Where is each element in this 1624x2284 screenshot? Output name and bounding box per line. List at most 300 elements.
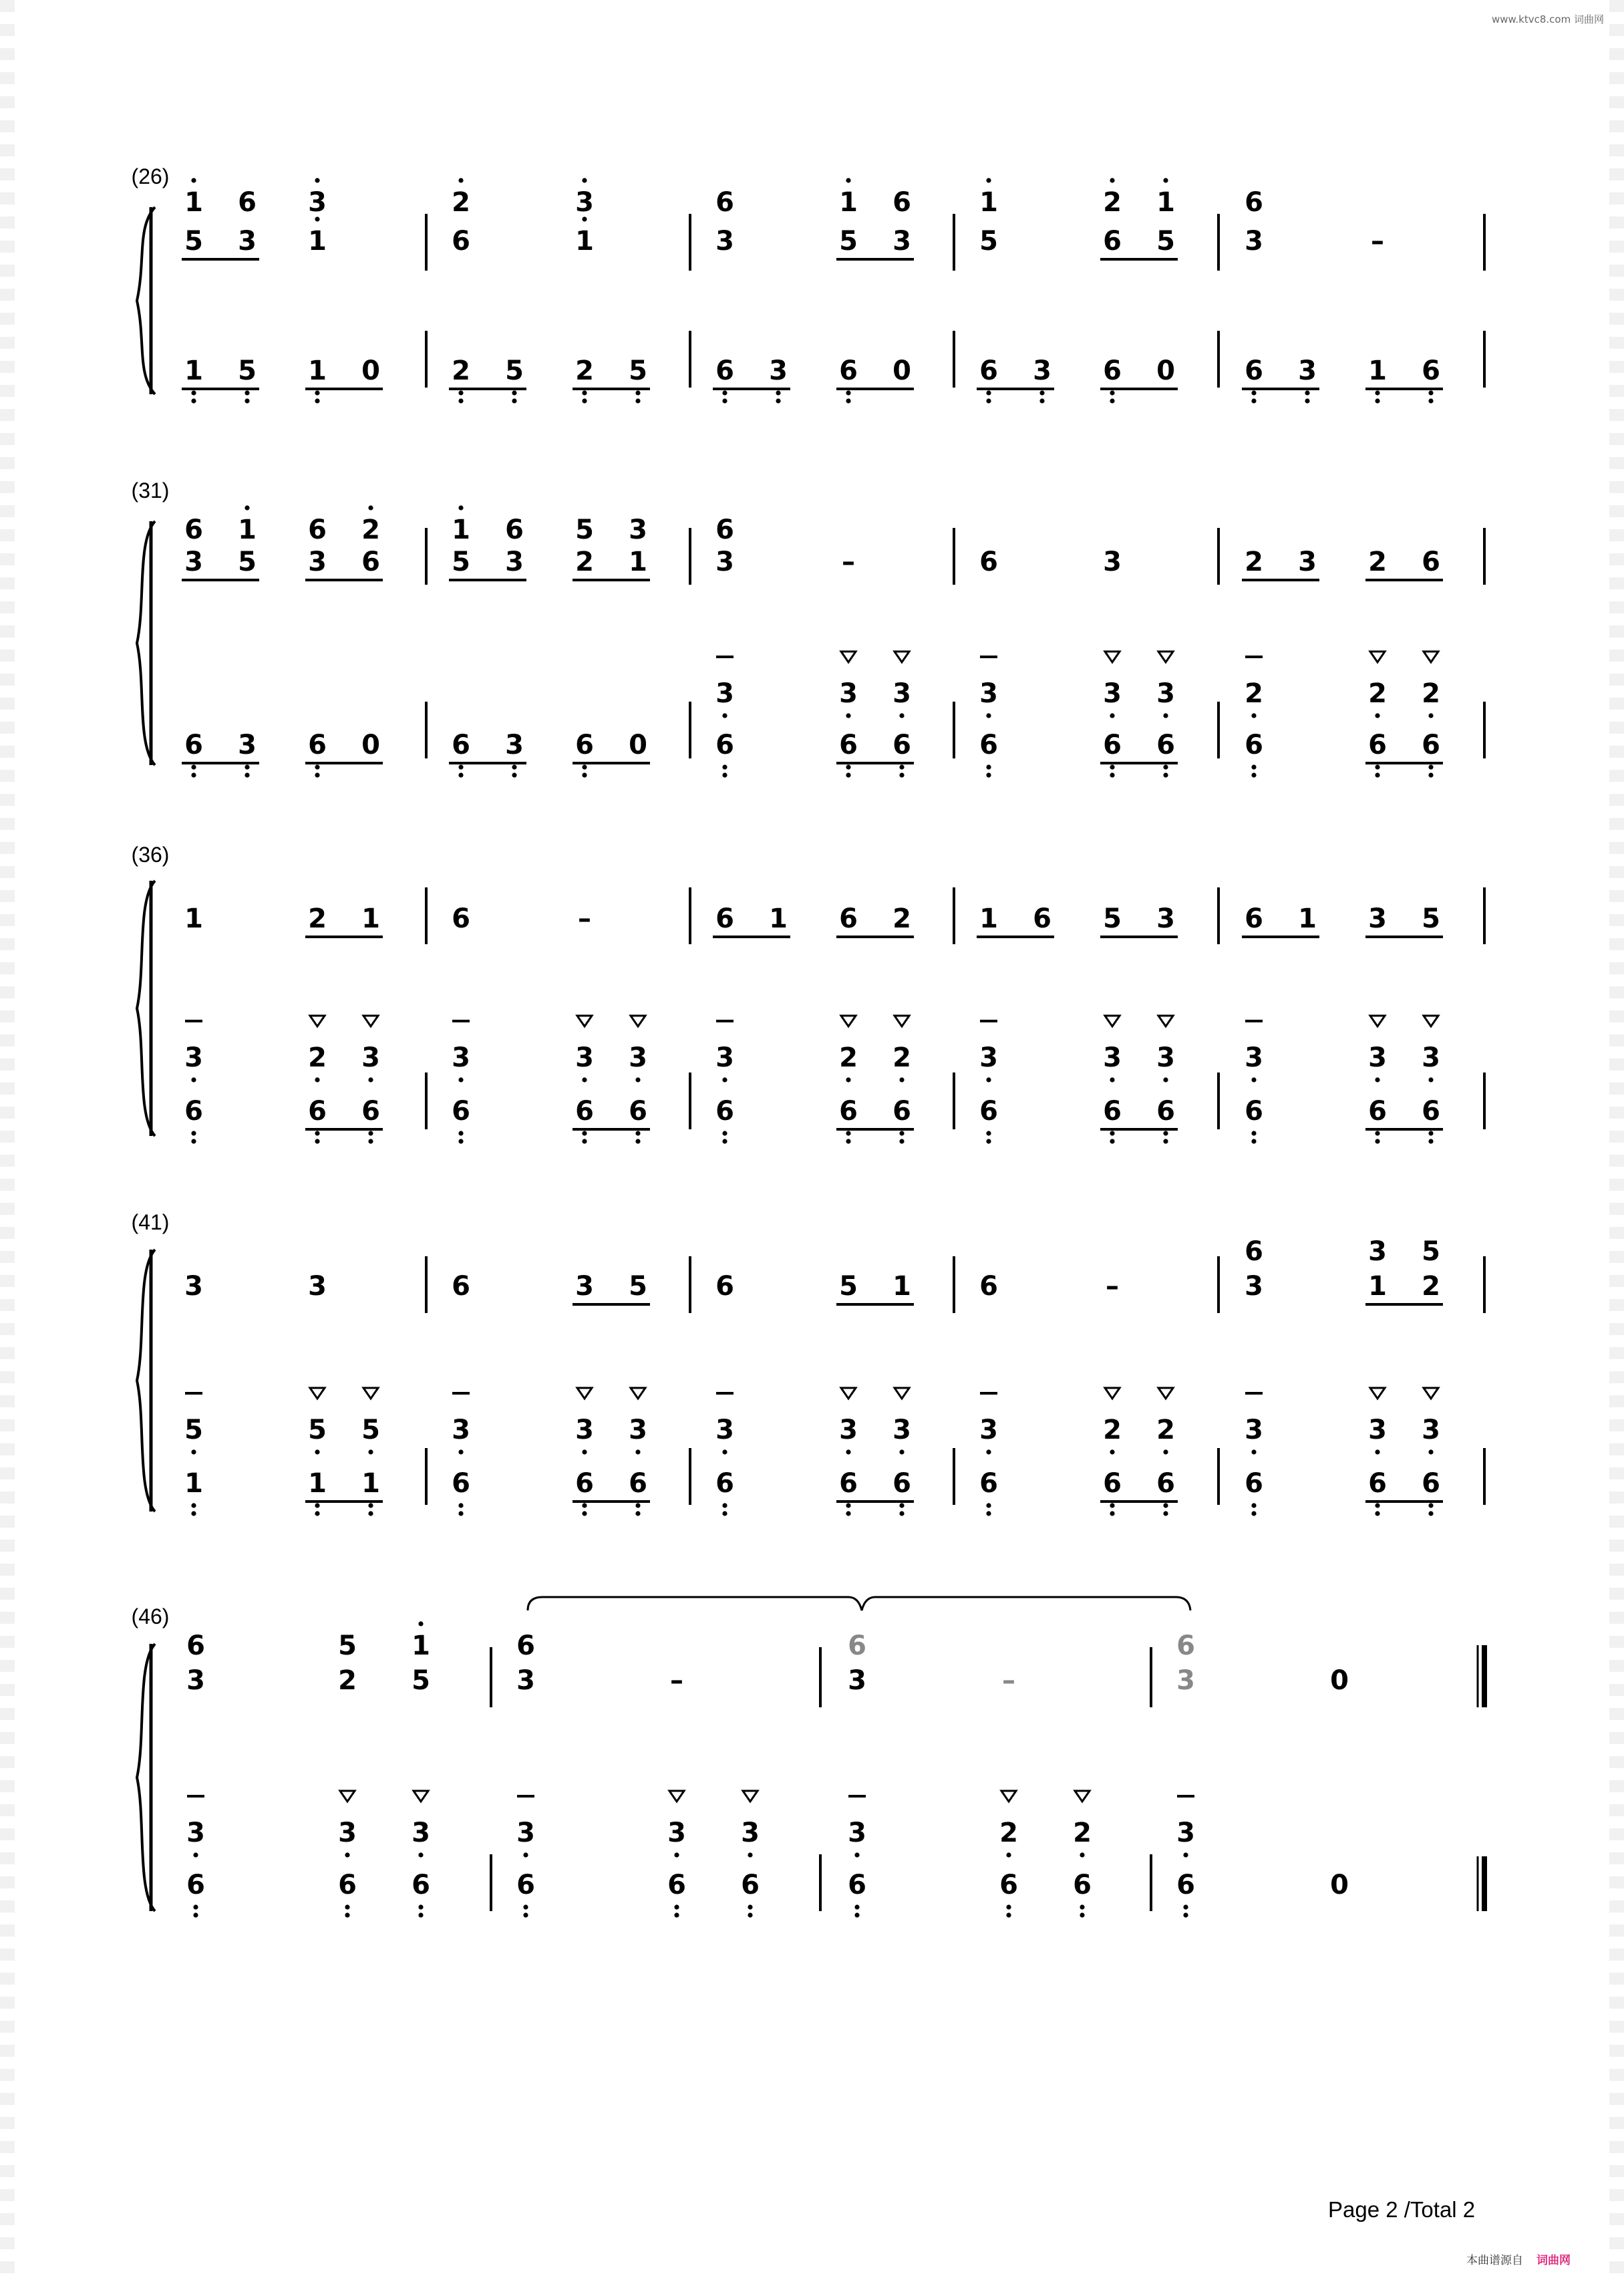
bass-note: 6 [186,1870,205,1900]
low-octave-dot [245,390,249,395]
bass-note: 6 [452,1468,470,1499]
low-octave-dot [986,1503,991,1508]
footer-logo [1466,2251,1571,2267]
treble-note-top: 5 [338,1630,357,1661]
bass-note: 5 [505,355,524,386]
low-octave-dot [315,398,319,403]
bass-note: 6 [892,1468,911,1499]
low-octave-dot [899,1511,904,1516]
bass-note-upper: 3 [979,678,998,709]
bass-note-upper: 3 [839,1415,858,1445]
bass-note: 3 [505,730,524,760]
bass-note: 6 [1103,1096,1122,1127]
bass-note: 6 [979,1096,998,1127]
treble-note-top: 2 [361,515,380,545]
low-octave-dot [722,1511,727,1516]
bass-note-upper: 3 [839,678,858,709]
low-octave-dot [193,1912,198,1917]
low-octave-dot [1428,772,1433,777]
treble-note: 2 [1422,1271,1440,1302]
low-octave-dot [512,764,516,769]
low-octave-dot [674,1904,679,1909]
staccato-triangle [1001,1791,1016,1802]
low-octave-dot [722,764,727,769]
low-octave-dot [512,390,516,395]
low-octave-dot [191,1503,196,1508]
low-octave-dot [776,398,780,403]
treble-note: 6 [715,1271,734,1302]
treble-note: 3 [1245,1271,1263,1302]
treble-note: 5 [1103,903,1122,934]
bass-note: 6 [575,1468,594,1499]
low-octave-dot [1251,764,1256,769]
low-octave-dot [191,1511,196,1516]
bass-note: 6 [1245,355,1263,386]
staccato-triangle [1105,652,1120,662]
low-octave-dot [986,1139,991,1143]
low-octave-dot [245,772,249,777]
bass-note: 6 [1156,1096,1175,1127]
treble-note-top: 1 [184,187,203,218]
treble-note: – [1371,226,1384,257]
low-octave-dot [512,398,516,403]
low-octave-dot [315,1503,319,1508]
treble-note-top: 3 [575,187,594,218]
measure-number: (41) [131,1210,170,1234]
treble-note: 6 [1245,903,1263,934]
staccato-triangle [895,652,909,662]
low-octave-dot [458,390,463,395]
low-octave-dot [722,1077,727,1082]
bass-note-upper: 3 [1245,1042,1263,1073]
treble-note: – [1106,1271,1119,1302]
treble-note: – [670,1665,683,1696]
low-octave-dot [458,1077,463,1082]
low-octave-dot [1110,1503,1114,1508]
page-number: Page 2 /Total 2 [1328,2197,1476,2222]
treble-note: 1 [184,903,203,934]
staccato-triangle [340,1791,355,1802]
bass-note-upper: 3 [1368,1042,1387,1073]
low-octave-dot [986,1131,991,1135]
low-octave-dot [846,1077,850,1082]
bass-note: 6 [1156,730,1175,760]
bass-note: 6 [1422,730,1440,760]
low-octave-dot [315,1449,319,1454]
bass-note-upper: 3 [741,1818,760,1848]
low-octave-dot [846,1503,850,1508]
bass-note: 6 [892,730,911,760]
bass-note-upper: 3 [338,1818,357,1848]
bass-note: 6 [516,1870,535,1900]
treble-note: 3 [238,226,257,257]
low-octave-dot [846,772,850,777]
bass-note: 0 [1156,355,1175,386]
bass-note: 6 [575,1096,594,1127]
low-octave-dot [899,1077,904,1082]
treble-note: – [578,903,591,934]
bass-note-upper: 5 [361,1415,380,1445]
treble-note-top: 6 [1245,187,1263,218]
low-octave-dot [582,1131,587,1135]
bass-note-upper: 3 [715,1042,734,1073]
low-octave-dot [1110,713,1114,718]
bass-note: 0 [629,730,647,760]
measure-number: (36) [131,843,170,867]
staccato-triangle [1075,1791,1090,1802]
treble-note: 6 [1033,903,1051,934]
treble-note: 2 [308,903,327,934]
low-octave-dot [1163,772,1168,777]
bass-note-upper: 3 [1422,1415,1440,1445]
treble-note: 3 [892,226,911,257]
bass-note-upper: 2 [308,1042,327,1073]
low-octave-dot [1428,1503,1433,1508]
low-octave-dot [748,1912,752,1917]
bass-note-upper: 2 [892,1042,911,1073]
bass-note: 6 [1245,1468,1263,1499]
treble-note: 3 [1176,1665,1195,1696]
treble-note: 3 [505,547,524,577]
bass-note: 6 [1176,1870,1195,1900]
bass-note: 6 [979,355,998,386]
treble-note-top: 3 [1368,1236,1387,1267]
treble-note: 1 [308,226,327,257]
bass-note: 6 [892,1096,911,1127]
bass-note-upper: 3 [667,1818,686,1848]
low-octave-dot [674,1852,679,1857]
staccato-triangle [631,1016,645,1026]
low-octave-dot [1375,1511,1379,1516]
low-octave-dot [986,390,991,395]
low-octave-dot [1183,1852,1188,1857]
low-octave-dot [458,1139,463,1143]
bass-note-upper: 3 [715,678,734,709]
low-octave-dot [1251,1503,1256,1508]
low-octave-dot [1428,398,1433,403]
bass-note-upper: 3 [1245,1415,1263,1445]
low-octave-dot [1110,1077,1114,1082]
staccato-triangle [310,1388,325,1399]
bass-note: 0 [892,355,911,386]
low-octave-dot [1375,390,1379,395]
treble-note: 1 [575,226,594,257]
low-octave-dot [1251,1511,1256,1516]
low-octave-dot [523,1904,528,1909]
bass-note: 6 [452,1096,470,1127]
low-octave-dot [846,398,850,403]
treble-note: 3 [184,547,203,577]
low-octave-dot [1251,713,1256,718]
low-octave-dot [1110,1449,1114,1454]
low-octave-dot [191,772,196,777]
low-octave-dot [191,398,196,403]
low-octave-dot [1428,713,1433,718]
low-octave-dot [635,1511,640,1516]
low-octave-dot [899,1131,904,1135]
bass-note-upper: 2 [1245,678,1263,709]
treble-note-top: 6 [186,1630,205,1661]
low-octave-dot [582,1077,587,1082]
low-octave-dot [582,1511,587,1516]
treble-note: 3 [1156,903,1175,934]
bass-note: 1 [184,355,203,386]
low-octave-dot [1163,1131,1168,1135]
bass-note-upper: 2 [1103,1415,1122,1445]
low-octave-dot [986,1077,991,1082]
low-octave-dot [193,1852,198,1857]
treble-note: 3 [848,1665,866,1696]
treble-note: 6 [361,547,380,577]
low-octave-dot [748,1904,752,1909]
low-octave-dot [635,390,640,395]
low-octave-dot [458,1449,463,1454]
low-octave-dot [1375,1139,1379,1143]
treble-note-top: 6 [715,187,734,218]
bass-note: 6 [979,730,998,760]
bass-note: 6 [839,355,858,386]
bass-note-upper: 3 [1176,1818,1195,1848]
low-octave-dot [191,1449,196,1454]
site-header: www.ktvc8.com 词曲网 [1491,13,1604,25]
bass-note: 1 [184,1468,203,1499]
bass-note: 6 [184,730,203,760]
bass-note-upper: 3 [629,1415,647,1445]
bass-note-upper: 5 [308,1415,327,1445]
low-octave-dot [899,1503,904,1508]
low-octave-dot [345,1912,349,1917]
treble-note: 5 [839,226,858,257]
ending-slur [528,1597,1190,1610]
bass-note: 6 [1422,355,1440,386]
low-octave-dot [582,772,587,777]
bass-note: 6 [1245,1096,1263,1127]
low-octave-dot [635,1077,640,1082]
low-octave-dot [512,772,516,777]
low-octave-dot [1428,1131,1433,1135]
bass-note: 6 [839,730,858,760]
bass-note: 6 [979,1468,998,1499]
low-octave-dot [722,1449,727,1454]
treble-note: 2 [338,1665,357,1696]
bass-note-upper: 3 [1368,1415,1387,1445]
bass-note-upper: 3 [979,1042,998,1073]
treble-note: 6 [452,903,470,934]
high-octave-dot [1163,178,1168,182]
high-octave-dot [846,178,850,182]
staccato-triangle [1105,1388,1120,1399]
low-octave-dot [1039,398,1044,403]
bass-note: 6 [839,1468,858,1499]
treble-note: 6 [452,226,470,257]
low-octave-dot [846,713,850,718]
low-octave-dot [899,764,904,769]
bass-note: 0 [361,730,380,760]
low-octave-dot [1251,1139,1256,1143]
bass-note: 6 [715,1468,734,1499]
low-octave-dot [846,1511,850,1516]
low-octave-dot [315,1131,319,1135]
treble-note-top: 1 [1156,187,1175,218]
bass-note: 6 [629,1468,647,1499]
treble-note-top: 6 [238,187,257,218]
bass-note: 3 [238,730,257,760]
staccato-triangle [363,1388,378,1399]
staccato-triangle [1424,652,1438,662]
high-octave-dot [582,178,587,182]
low-octave-dot [458,398,463,403]
low-octave-dot [1006,1912,1011,1917]
low-octave-dot [418,1904,423,1909]
treble-note: 3 [1368,903,1387,934]
low-octave-dot [523,1852,528,1857]
bass-note-upper: 3 [715,1415,734,1445]
treble-note: 5 [452,547,470,577]
bass-note-upper: 3 [575,1042,594,1073]
low-octave-dot [458,764,463,769]
staccato-triangle [1158,652,1173,662]
bass-note-upper: 3 [186,1818,205,1848]
bass-note-upper: 3 [575,1415,594,1445]
bass-note-upper: 3 [452,1042,470,1073]
high-octave-dot [245,505,249,510]
low-octave-dot [1428,1511,1433,1516]
high-octave-dot [458,505,463,510]
low-octave-dot [1428,764,1433,769]
staccato-triangle [577,1388,592,1399]
low-octave-dot [191,1139,196,1143]
bass-note-upper: 3 [1156,1042,1175,1073]
low-octave-dot [1110,1131,1114,1135]
low-octave-dot [1428,1139,1433,1143]
treble-note: 2 [575,547,594,577]
bass-note: 2 [575,355,594,386]
low-octave-dot [582,1503,587,1508]
bass-note: 6 [338,1870,357,1900]
bass-note-upper: 3 [629,1042,647,1073]
low-octave-dot [1428,1077,1433,1082]
treble-note-top: 6 [848,1630,866,1661]
bass-note-upper: 3 [1103,1042,1122,1073]
high-octave-dot [986,178,991,182]
bass-note: 6 [1422,1468,1440,1499]
low-octave-dot [854,1852,859,1857]
low-octave-dot [345,1904,349,1909]
low-octave-dot [1375,713,1379,718]
low-octave-dot [458,1131,463,1135]
treble-note: 6 [979,547,998,577]
low-octave-dot [1163,1139,1168,1143]
low-octave-dot [1183,1904,1188,1909]
staccato-triangle [363,1016,378,1026]
bass-note-upper: 3 [1422,1042,1440,1073]
low-octave-dot [986,772,991,777]
treble-note-top: 3 [629,515,647,545]
bass-note: 5 [629,355,647,386]
low-octave-dot [191,1131,196,1135]
bass-note: 1 [308,355,327,386]
low-octave-dot [846,1131,850,1135]
low-octave-dot [846,764,850,769]
treble-note: 3 [308,547,327,577]
staccato-triangle [895,1016,909,1026]
treble-note-top: 6 [308,515,327,545]
bass-note-upper: 3 [452,1415,470,1445]
bass-note-upper: 2 [1156,1415,1175,1445]
low-octave-dot [635,398,640,403]
low-octave-dot [1110,390,1114,395]
bass-note: 1 [361,1468,380,1499]
treble-note: 3 [575,1271,594,1302]
low-octave-dot [315,1139,319,1143]
measure-number: (26) [131,164,170,188]
low-octave-dot [1110,1511,1114,1516]
low-octave-dot [1163,1449,1168,1454]
bass-note-upper: 2 [1073,1818,1092,1848]
low-octave-dot [722,772,727,777]
bass-note: 6 [1368,730,1387,760]
treble-note: 1 [1368,1271,1387,1302]
low-octave-dot [368,1131,373,1135]
bass-note: 6 [308,730,327,760]
low-octave-dot [899,1449,904,1454]
bass-note: 6 [1368,1096,1387,1127]
treble-note: 3 [184,1271,203,1302]
staccato-triangle [577,1016,592,1026]
low-octave-dot [986,764,991,769]
bass-note: 1 [308,1468,327,1499]
treble-note-top: 5 [1422,1236,1440,1267]
treble-note-top: 6 [184,515,203,545]
low-octave-dot [1110,398,1114,403]
low-octave-dot [368,1503,373,1508]
treble-note: 5 [979,226,998,257]
low-octave-dot [1375,772,1379,777]
treble-note: 1 [629,547,647,577]
treble-note: 3 [1298,547,1317,577]
low-octave-dot [986,1449,991,1454]
treble-note: 6 [839,903,858,934]
low-octave-dot [1251,1449,1256,1454]
low-octave-dot [986,713,991,718]
high-octave-dot [458,178,463,182]
measure-number: (46) [131,1604,170,1628]
treble-note-top: 6 [892,187,911,218]
staccato-triangle [1424,1016,1438,1026]
bass-note: 6 [1073,1870,1092,1900]
treble-note: 3 [1103,547,1122,577]
treble-note: 3 [1245,226,1263,257]
bass-note: 6 [575,730,594,760]
low-octave-dot [1006,1904,1011,1909]
treble-note-top: 2 [1103,187,1122,218]
treble-note-top: 5 [575,515,594,545]
low-octave-dot [854,1912,859,1917]
low-octave-dot [523,1912,528,1917]
low-octave-dot [776,390,780,395]
bass-note: 6 [452,730,470,760]
bass-note-upper: 2 [999,1818,1018,1848]
bass-note-upper: 3 [1156,678,1175,709]
brand-label: 词曲网 [1536,2254,1571,2267]
low-octave-dot [1080,1904,1084,1909]
staccato-triangle [1158,1388,1173,1399]
high-octave-dot [1110,178,1114,182]
treble-note: 5 [238,547,257,577]
low-octave-dot [1080,1852,1084,1857]
bass-note: 6 [999,1870,1018,1900]
high-octave-dot [368,505,373,510]
